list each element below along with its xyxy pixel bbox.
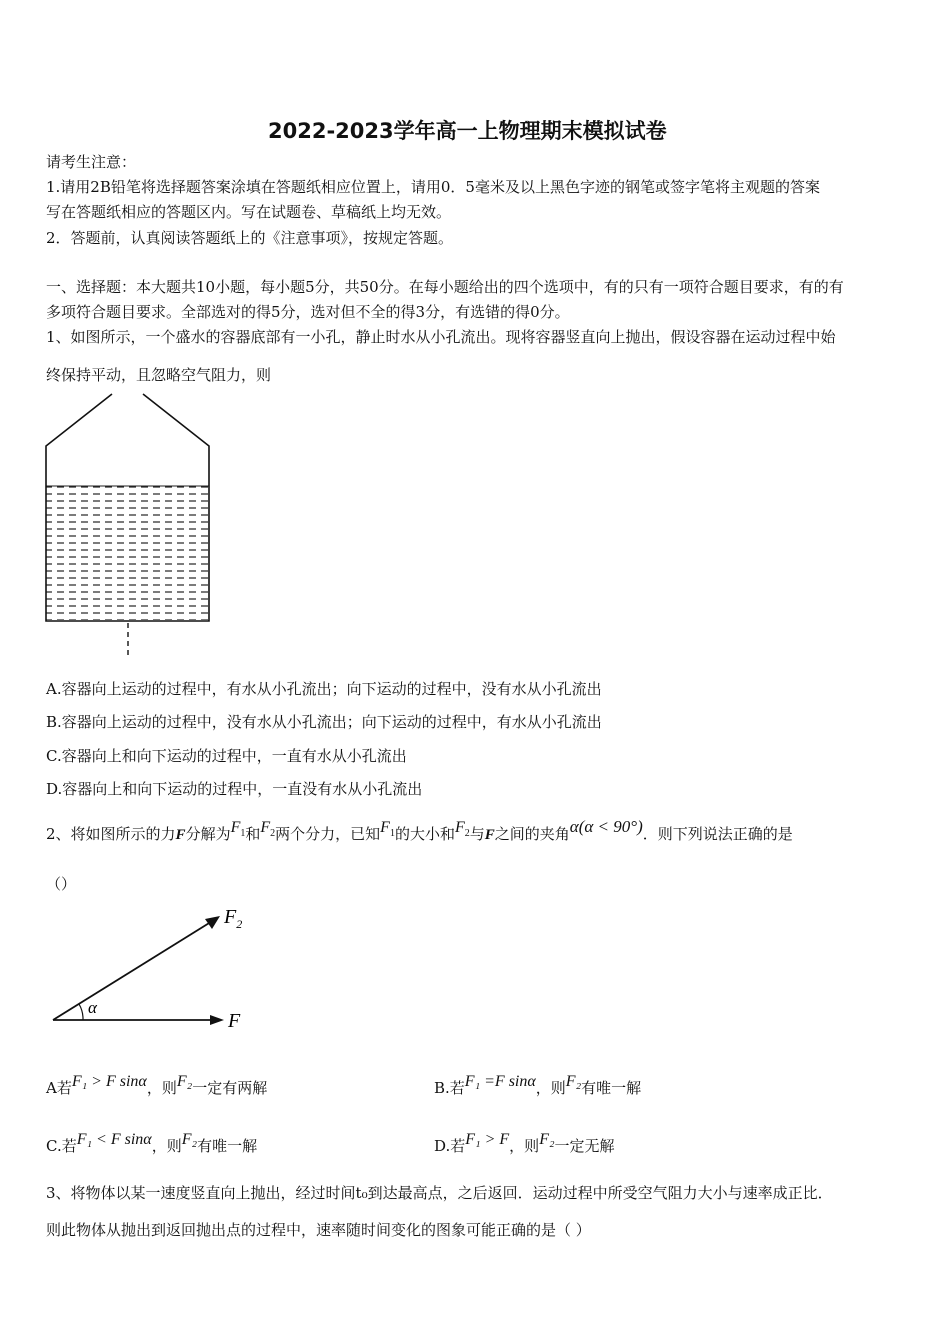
q1-stem-2: 终保持平动，且忽略空气阻力，则: [46, 366, 272, 384]
q2-stem: 2、将如图所示的力F分解为$F_1$和$F_2$两个分力，已知$F_1$的大小和$F_2$与F之间的夹角α(α < 90°)．则下列说法正确的是: [46, 817, 793, 843]
q2-option-a: A若F₁ > F sinα，则F₂一定有两解: [46, 1073, 268, 1097]
f2-symbol: $F_2$: [454, 819, 470, 840]
angle-arc: [79, 1004, 83, 1020]
q1-option-b: B.容器向上运动的过程中，没有水从小孔流出；向下运动的过程中，有水从小孔流出: [46, 713, 602, 731]
q1-option-a: A.容器向上运动的过程中，有水从小孔流出；向下运动的过程中，没有水从小孔流出: [46, 680, 602, 698]
f1-symbol: $F_1$: [380, 819, 395, 840]
f1-symbol: $F_1$: [230, 819, 246, 840]
f2-symbol: $F_2$: [260, 819, 276, 840]
f-label: F: [228, 1010, 241, 1032]
notice-line-2: 2．答题前，认真阅读答题纸上的《注意事项》，按规定答题。: [46, 229, 454, 247]
q1-option-c: C.容器向上和向下运动的过程中，一直有水从小孔流出: [46, 747, 407, 765]
f2-label: $F_2$: [224, 906, 243, 931]
q1-stem-1: 1、如图所示，一个盛水的容器底部有一小孔，静止时水从小孔流出。现将容器竖直向上抛出，假设容器在运动过程中始: [46, 328, 836, 346]
notice-heading: 请考生注意：: [46, 153, 137, 171]
water-fill: [46, 486, 209, 620]
q2-option-b: B.若F₁ =F sinα，则F₂有唯一解: [434, 1073, 642, 1097]
q1-option-d: D.容器向上和向下运动的过程中，一直没有水从小孔流出: [46, 780, 423, 798]
section-intro-1: 一、选择题：本大题共10小题，每小题5分，共50分。在每小题给出的四个选项中，有的只有一项符合题目要求，有的有: [46, 278, 844, 296]
f2-arrow: [53, 920, 214, 1020]
force-diagram: [50, 905, 250, 1035]
notice-line-1b: 写在答题纸相应的答题区内。写在试题卷、草稿纸上均无效。: [46, 203, 452, 221]
page-title: 2022-2023学年高一上物理期末模拟试卷: [268, 119, 667, 143]
section-intro-2: 多项符合题目要求。全部选对的得5分，选对但不全的得3分，有选错的得0分。: [46, 303, 570, 321]
q2-answer-paren: （）: [46, 875, 77, 893]
q2-option-c: C.若F₁ < F sinα，则F₂有唯一解: [46, 1131, 258, 1155]
q2-option-d: D.若F₁ > F，则F₂一定无解: [434, 1131, 615, 1155]
alpha-label: α: [88, 998, 97, 1017]
q3-stem-1: 3、将物体以某一速度竖直向上抛出，经过时间t₀到达最高点，之后返回．运动过程中所受空气阻力大小与速率成正比．: [46, 1184, 833, 1202]
q3-stem-2: 则此物体从抛出到返回抛出点的过程中，速率随时间变化的图象可能正确的是（ ）: [46, 1221, 591, 1239]
notice-line-1a: 1.请用2B铅笔将选择题答案涂填在答题纸相应位置上，请用0．5毫米及以上黑色字迹的钢笔或签字笔将主观题的答案: [46, 178, 820, 196]
angle-expression: α(α < 90°): [569, 817, 643, 836]
container-figure: [44, 393, 212, 655]
